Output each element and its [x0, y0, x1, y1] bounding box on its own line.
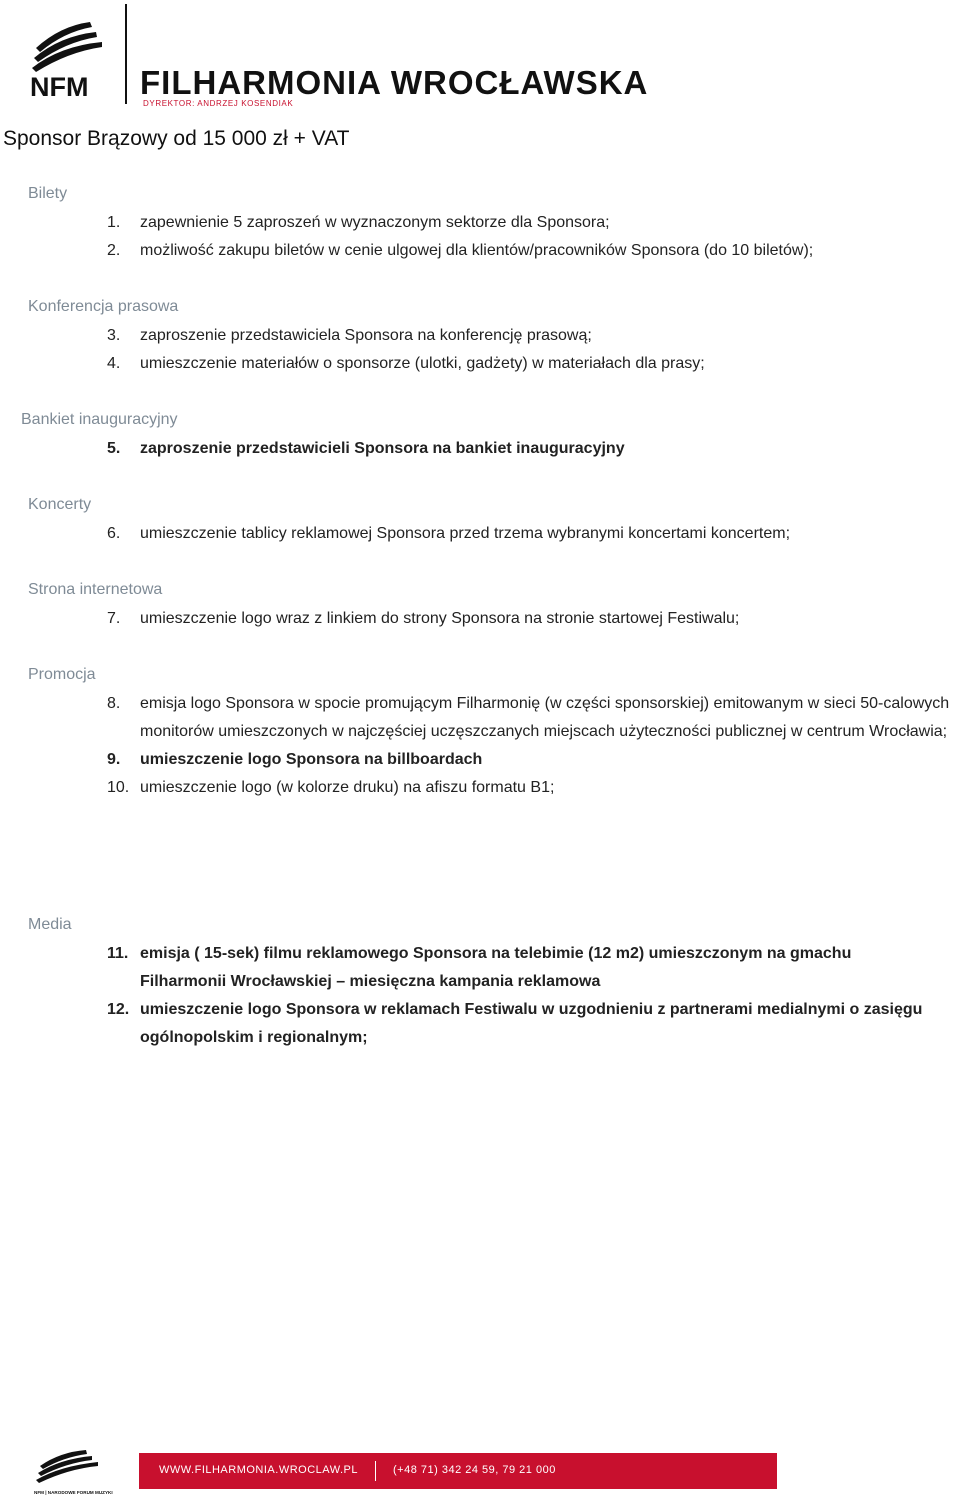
logo-divider	[125, 4, 127, 104]
list-item: 6. umieszczenie tablicy reklamowej Sponsora przed trzema wybranymi koncertami koncertem;	[107, 525, 791, 542]
section-bilety: Bilety	[28, 185, 68, 202]
section-konferencja: Konferencja prasowa	[28, 298, 179, 315]
section-bankiet: Bankiet inauguracyjny	[21, 411, 178, 428]
list-koncerty	[107, 520, 790, 548]
list-strona	[107, 605, 739, 633]
section-koncerty: Koncerty	[28, 496, 92, 513]
list-item: 12. umieszczenie logo Sponsora w reklamach Festiwalu w uzgodnieniu z partnerami medialnymi o zasięgu ogólnopolskim i regionalnym;	[107, 1001, 923, 1046]
list-bankiet	[107, 435, 625, 463]
logo-director: DYREKTOR: ANDRZEJ KOSENDIAK	[143, 99, 294, 108]
list-media	[107, 940, 937, 1052]
list-item: 7. umieszczenie logo wraz z linkiem do strony Sponsora na stronie startowej Festiwalu;	[107, 610, 740, 627]
nfm-logo-icon	[30, 18, 112, 98]
list-item: 10. umieszczenie logo (w kolorze druku) na afiszu formatu B1;	[107, 779, 555, 796]
section-promocja: Promocja	[28, 666, 96, 683]
footer-phone: (+48 71) 342 24 59, 79 21 000	[393, 1464, 556, 1476]
list-konferencja	[107, 322, 705, 378]
list-item: 9. umieszczenie logo Sponsora na billboardach	[107, 751, 483, 768]
list-bilety	[107, 209, 813, 265]
footer-separator	[375, 1461, 376, 1481]
list-item: 5. zaproszenie przedstawicieli Sponsora na bankiet inauguracyjny	[107, 440, 625, 457]
footer-bar	[139, 1453, 777, 1489]
list-item: 1. zapewnienie 5 zaproszeń w wyznaczonym sektorze dla Sponsora;	[107, 214, 610, 231]
footer-nfm-logo-icon	[34, 1448, 114, 1496]
section-strona: Strona internetowa	[28, 581, 163, 598]
list-item: 4. umieszczenie materiałów o sponsorze (ulotki, gadżety) w materiałach dla prasy;	[107, 355, 705, 372]
logo-abbr: NFM	[30, 72, 89, 98]
logo-name: FILHARMONIA WROCŁAWSKA	[140, 64, 649, 101]
section-media: Media	[28, 916, 72, 933]
list-item: 3. zaproszenie przedstawiciela Sponsora na konferencję prasową;	[107, 327, 592, 344]
list-item: 8. emisja logo Sponsora w spocie promującym Filharmonię (w części sponsorskiej) emitowanym w sieci 50-calowych monitorów umieszczonych w najczęściej uczęszczanych miejscach użyteczności publicznej w centrum Wrocławia;	[107, 695, 950, 740]
footer-logo-text: NFM | NARODOWE FORUM MUZYKI	[34, 1490, 113, 1495]
footer-website: WWW.FILHARMONIA.WROCLAW.PL	[159, 1464, 358, 1476]
list-promocja	[107, 690, 960, 802]
list-item: 2. możliwość zakupu biletów w cenie ulgowej dla klientów/pracowników Sponsora (do 10 biletów);	[107, 242, 814, 259]
page-title: Sponsor Brązowy od 15 000 zł + VAT	[3, 127, 350, 150]
list-item: 11. emisja ( 15-sek) filmu reklamowego Sponsora na telebimie (12 m2) umieszczonym na gmachu Filharmonii Wrocławskiej – miesięczna kampania reklamowa	[107, 945, 852, 990]
